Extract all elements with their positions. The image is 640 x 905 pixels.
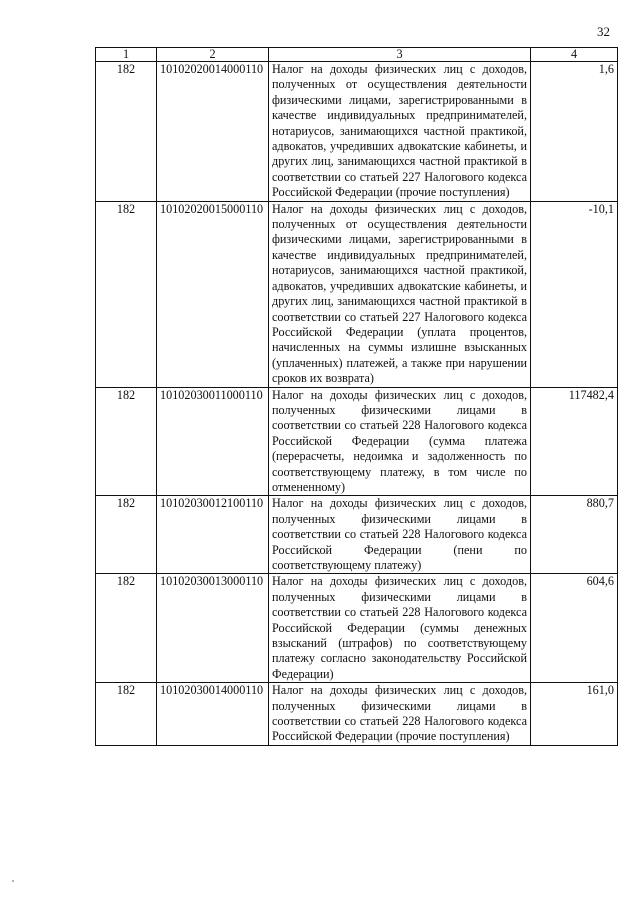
revenue-name-cell: Налог на доходы физических лиц с доходов, полученных физическими лицами в соответствии со статьей 228 Налогового кодекса Российской Федерации (суммы денежных взысканий (штрафов) по соответствующему платежу согласно законодательству Российской Федерации) <box>269 574 531 683</box>
admin-code-cell: 182 <box>96 62 157 202</box>
revenue-name-cell: Налог на доходы физических лиц с доходов, полученных от осуществления деятельности физическими лицами, зарегистрированными в качестве индивидуальных предпринимателей, нотариусов, занимающихся частной практикой, адвокатов, учредивших адвокатские кабинеты, и других лиц, занимающихся частной практикой в соответствии со статьей 227 Налогового кодекса Российской Федерации (уплата процентов, начисленных на суммы излишне взысканных (уплаченных) платежей, а также при нарушении сроков их возврата) <box>269 201 531 387</box>
budget-code-cell: 10102030011000110 <box>157 387 269 496</box>
header-col-1: 1 <box>96 48 157 62</box>
page-number: 32 <box>597 24 610 39</box>
table-body <box>96 62 618 746</box>
header-col-2: 2 <box>157 48 269 62</box>
budget-code-cell: 10102030012100110 <box>157 496 269 574</box>
table-row <box>96 62 618 202</box>
table-header <box>96 48 618 62</box>
table-row <box>96 201 618 387</box>
amount-cell: 161,0 <box>531 683 618 746</box>
budget-code-cell: 10102020015000110 <box>157 201 269 387</box>
admin-code-cell: 182 <box>96 201 157 387</box>
table-row <box>96 387 618 496</box>
amount-cell: 1,6 <box>531 62 618 202</box>
table-row <box>96 683 618 746</box>
table-row <box>96 574 618 683</box>
scan-speck <box>12 880 14 882</box>
header-col-3: 3 <box>269 48 531 62</box>
revenue-name-cell: Налог на доходы физических лиц с доходов, полученных от осуществления деятельности физическими лицами, зарегистрированными в качестве индивидуальных предпринимателей, нотариусов, занимающихся частной практикой, адвокатов, учредивших адвокатские кабинеты, и других лиц, занимающихся частной практикой в соответствии со статьей 227 Налогового кодекса Российской Федерации (прочие поступления) <box>269 62 531 202</box>
revenue-name-cell: Налог на доходы физических лиц с доходов, полученных физическими лицами в соответствии со статьей 228 Налогового кодекса Российской Федерации (прочие поступления) <box>269 683 531 746</box>
revenue-table <box>95 47 618 746</box>
amount-cell: 604,6 <box>531 574 618 683</box>
amount-cell: -10,1 <box>531 201 618 387</box>
amount-cell: 117482,4 <box>531 387 618 496</box>
budget-code-cell: 10102030013000110 <box>157 574 269 683</box>
header-col-4: 4 <box>531 48 618 62</box>
header-row <box>96 48 618 62</box>
admin-code-cell: 182 <box>96 496 157 574</box>
admin-code-cell: 182 <box>96 574 157 683</box>
amount-cell: 880,7 <box>531 496 618 574</box>
admin-code-cell: 182 <box>96 387 157 496</box>
table-row <box>96 496 618 574</box>
budget-code-cell: 10102020014000110 <box>157 62 269 202</box>
revenue-name-cell: Налог на доходы физических лиц с доходов, полученных физическими лицами в соответствии со статьей 228 Налогового кодекса Российской Федерации (сумма платежа (перерасчеты, недоимка и задолженность по соответствующему платежу, в том числе по отмененному) <box>269 387 531 496</box>
admin-code-cell: 182 <box>96 683 157 746</box>
budget-code-cell: 10102030014000110 <box>157 683 269 746</box>
revenue-name-cell: Налог на доходы физических лиц с доходов, полученных физическими лицами в соответствии со статьей 228 Налогового кодекса Российской Федерации (пени по соответствующему платежу) <box>269 496 531 574</box>
